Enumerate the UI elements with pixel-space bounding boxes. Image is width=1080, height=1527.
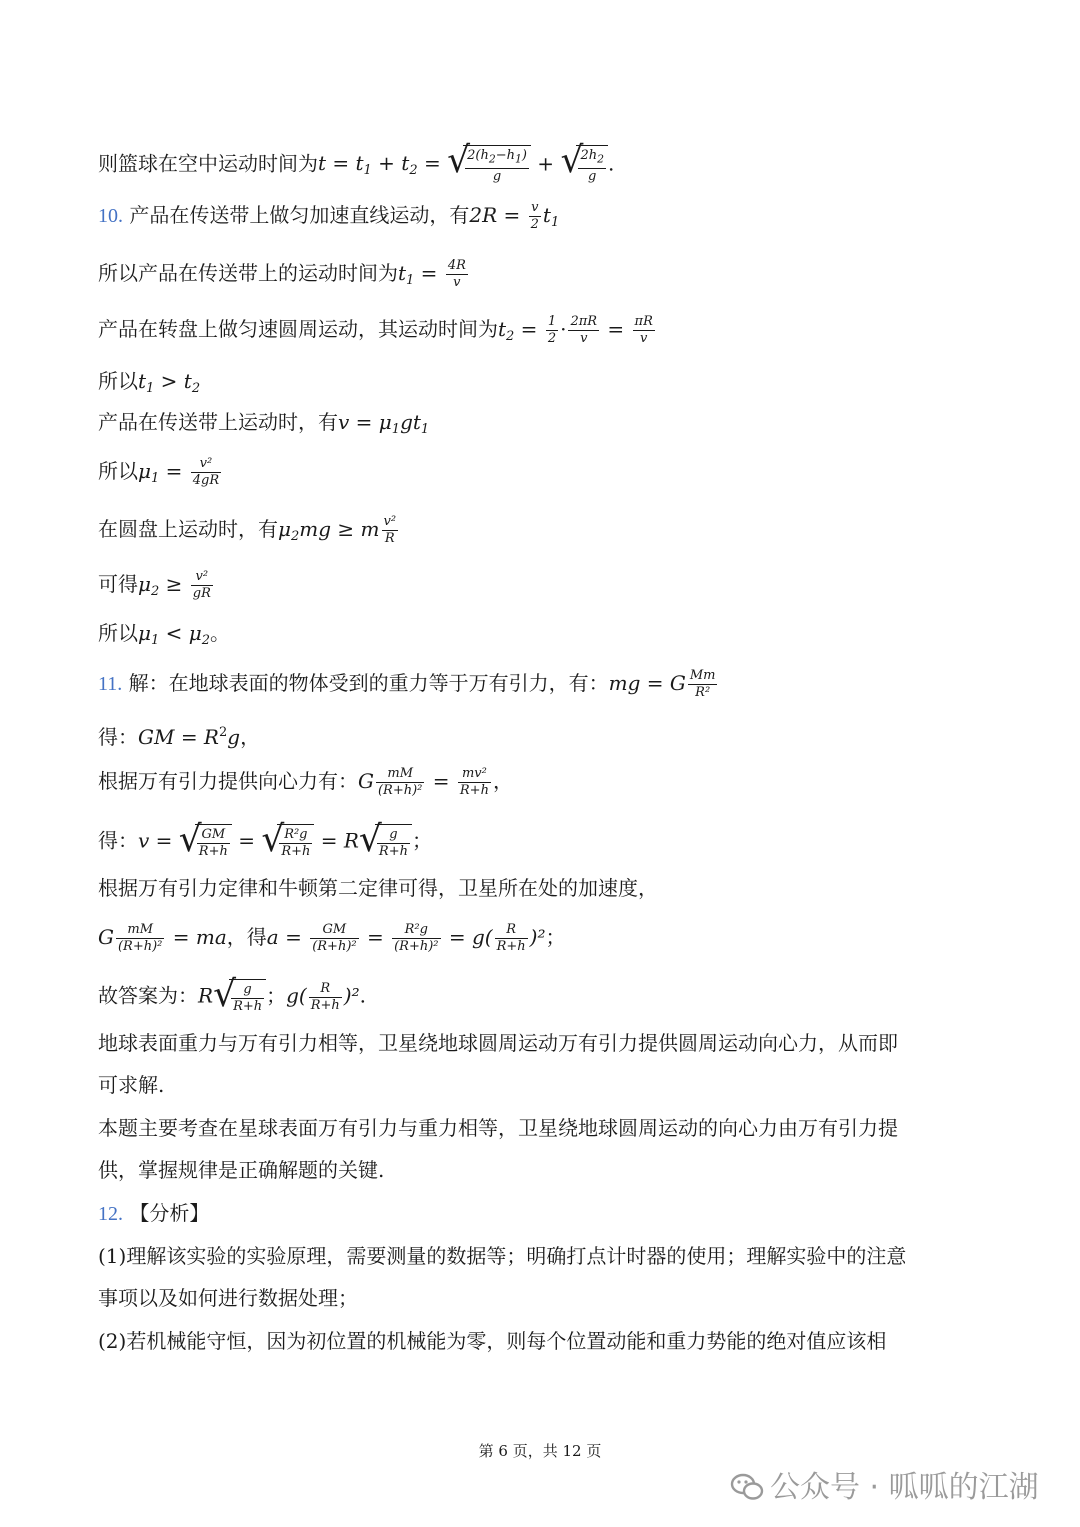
text-line: 产品在传送带上运动时，有$v = \mu_1gt_1$ xyxy=(98,410,430,437)
text-line: 10. 产品在传送带上做匀加速直线运动，有2R = $\frac{v}{2}$ $t_1$ xyxy=(98,200,560,232)
text-line: 11. 解：在地球表面的物体受到的重力等于万有引力，有：mg = G $\frac{Mm}{\text{R²}}$ xyxy=(98,668,716,700)
wechat-icon xyxy=(730,1473,764,1501)
text-line: 根据万有引力提供向心力有：G $\frac{mM}{\text{(R+h)²}}$ = $\frac{\text{mv²}}{R+h}$ ， xyxy=(98,766,513,798)
text-line: 可求解. xyxy=(98,1073,165,1097)
text-line: 所以产品在传送带上的运动时间为$t_1$ = $\frac{4R}{v}$ xyxy=(98,258,466,290)
text-line: (1)理解该实验的实验原理，需要测量的数据等；明确打点计时器的使用；理解实验中的注意 xyxy=(98,1244,907,1268)
text-line: 所以$\mu_1 < \mu_2$。 xyxy=(98,621,231,648)
text-line: 本题主要考查在星球表面万有引力与重力相等，卫星绕地球圆周运动的向心力由万有引力提 xyxy=(98,1116,898,1140)
text-line: 可得$\mu_2$ ≥ $\frac{\text{v²}}{gR}$ xyxy=(98,569,211,601)
text-line: 在圆盘上运动时，有$\mu_2mg \ge m$ $\frac{\text{v²}}{R}$ xyxy=(98,514,397,546)
text-line: 所以$\mu_1$ = $\frac{\text{v²}}{4gR}$ xyxy=(98,456,220,488)
text-line: 故答案为：R √ $\frac{g}{R+h}$ ；g( $\frac{R}{R+h}$ )². xyxy=(98,974,366,1015)
text-line: 所以$t_1 > t_2$ xyxy=(98,369,201,396)
text-line: 事项以及如何进行数据处理； xyxy=(98,1286,358,1310)
question-number: 10. xyxy=(98,205,123,227)
text-line: 产品在转盘上做匀速圆周运动，其运动时间为$t_2$ = $\frac{1}{2}$ · $\frac{2\pi R}{v}$ = $\frac{\pi R}{v}$ xyxy=(98,314,653,346)
page-footer: 第 6 页，共 12 页 xyxy=(478,1442,602,1460)
text-line: 得：GM = $R^2g$， xyxy=(98,725,261,749)
watermark xyxy=(730,1462,1039,1506)
text-line: (2)若机械能守恒，因为初位置的机械能为零，则每个位置动能和重力势能的绝对值应该相 xyxy=(98,1329,887,1353)
watermark-text: 公众号 · 呱呱的江湖 xyxy=(770,1470,1039,1505)
text-line: 供，掌握规律是正确解题的关键. xyxy=(98,1158,385,1182)
text-line: 12. 【分析】 xyxy=(98,1201,210,1225)
text-line: 地球表面重力与万有引力相等，卫星绕地球圆周运动万有引力提供圆周运动向心力，从而即 xyxy=(98,1031,898,1055)
text-line: G $\frac{mM}{\text{(R+h)²}}$ = ma，得a = $\frac{GM}{\text{(R+h)²}}$ = $\frac{\text{R²g}}{\text{(R+h)²}}$ = g( $\frac{R}{R+h}$ )²； xyxy=(98,922,566,954)
question-number: 12. xyxy=(98,1203,123,1225)
text-line: 得：v = √ $\frac{GM}{R+h}$ = √ $\frac{\text{R²g}}{R+h}$ = R √ $\frac{g}{R+h}$ ； xyxy=(98,819,432,860)
question-number: 11. xyxy=(98,673,123,695)
text-line: 则篮球在空中运动时间为$t = t_1 + t_2$ = √ $\frac{2(h_2-h_1)}{g}$ + √ $\frac{2h_2}{g}$ . xyxy=(98,140,615,184)
text-line: 根据万有引力定律和牛顿第二定律可得，卫星所在处的加速度， xyxy=(98,876,658,900)
